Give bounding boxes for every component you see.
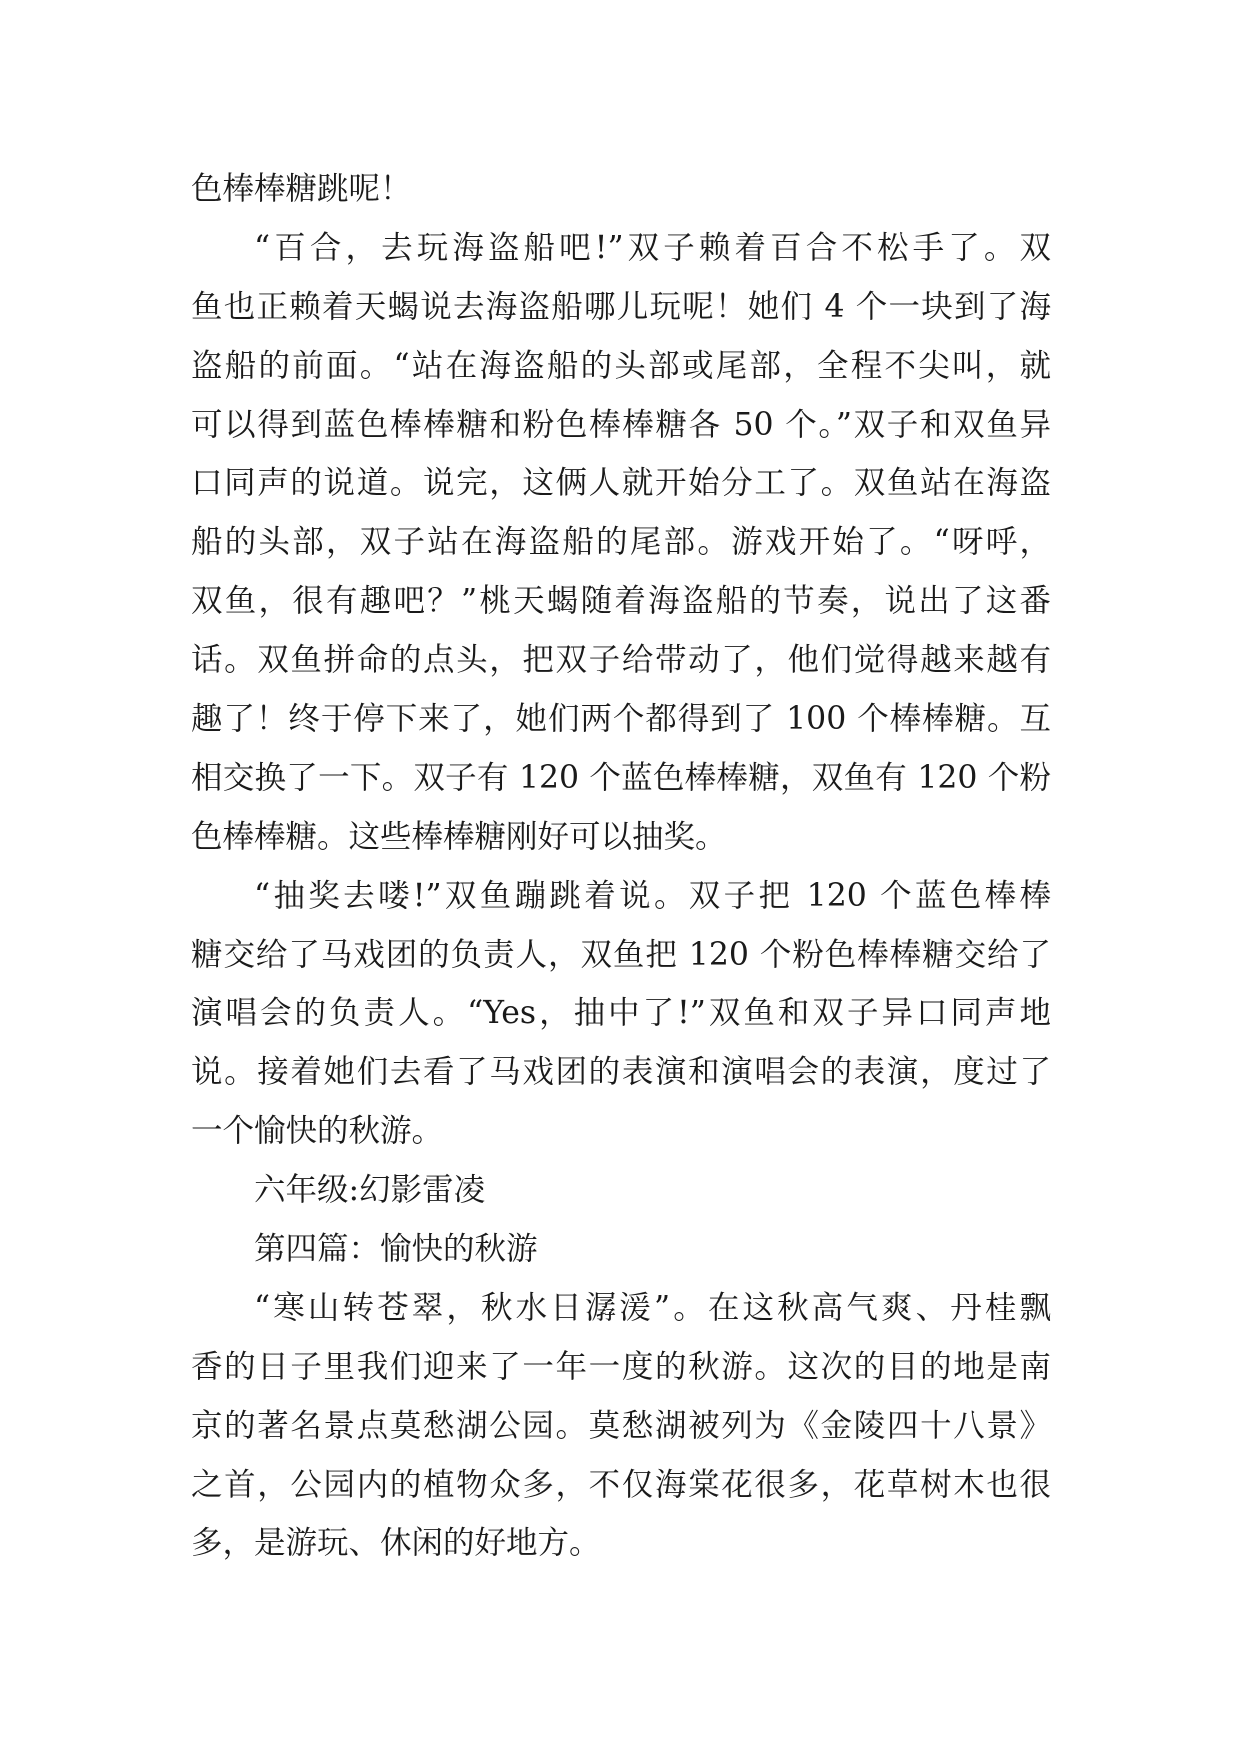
text-line: 香的日子里我们迎来了一年一度的秋游。这次的目的地是南 — [191, 1348, 1051, 1385]
text-line: 色棒棒糖。这些棒棒糖刚好可以抽奖。 — [191, 818, 727, 855]
text-line: 船的头部，双子站在海盗船的尾部。游戏开始了。“呀呼， — [191, 524, 1051, 561]
text-line: 一个愉快的秋游。 — [191, 1113, 444, 1150]
text-line: 盗船的前面。“站在海盗船的头部或尾部，全程不尖叫，就 — [191, 347, 1051, 384]
text-line: 可以得到蓝色棒棒糖和粉色棒棒糖各 50 个。”双子和双鱼异 — [191, 406, 1051, 443]
text-line: 双鱼，很有趣吧？”桃天蝎随着海盗船的节奏，说出了这番 — [191, 583, 1051, 620]
text-line: 之首，公园内的植物众多，不仅海棠花很多，花草树木也很 — [191, 1466, 1051, 1503]
text-line: 六年级:幻影雷凌 — [254, 1172, 486, 1209]
text-line: 京的著名景点莫愁湖公园。莫愁湖被列为《金陵四十八景》 — [191, 1407, 1051, 1444]
text-line: 第四篇：愉快的秋游 — [254, 1231, 538, 1268]
text-line: 鱼也正赖着天蝎说去海盗船哪儿玩呢！她们 4 个一块到了海 — [191, 288, 1051, 325]
document-body — [191, 160, 1051, 1573]
text-line: 糖交给了马戏团的负责人，双鱼把 120 个粉色棒棒糖交给了 — [191, 936, 1051, 973]
text-line: 演唱会的负责人。“Yes，抽中了!”双鱼和双子异口同声地 — [191, 995, 1051, 1032]
text-line: 多，是游玩、休闲的好地方。 — [191, 1525, 601, 1562]
text-line: 口同声的说道。说完，这俩人就开始分工了。双鱼站在海盗 — [191, 465, 1051, 502]
text-line: “抽奖去喽!”双鱼蹦跳着说。双子把 120 个蓝色棒棒 — [254, 877, 1051, 914]
text-line: 相交换了一下。双子有 120 个蓝色棒棒糖，双鱼有 120 个粉 — [191, 759, 1051, 796]
text-line: 说。接着她们去看了马戏团的表演和演唱会的表演，度过了 — [191, 1054, 1051, 1091]
text-line: 色棒棒糖跳呢！ — [191, 171, 412, 207]
text-line: 趣了！终于停下来了，她们两个都得到了 100 个棒棒糖。互 — [191, 701, 1051, 738]
text-line: “寒山转苍翠，秋水日潺湲”。在这秋高气爽、丹桂飘 — [254, 1289, 1051, 1326]
text-line: 话。双鱼拼命的点头，把双子给带动了，他们觉得越来越有 — [191, 642, 1051, 679]
text-line: “百合，去玩海盗船吧!”双子赖着百合不松手了。双 — [254, 229, 1051, 266]
